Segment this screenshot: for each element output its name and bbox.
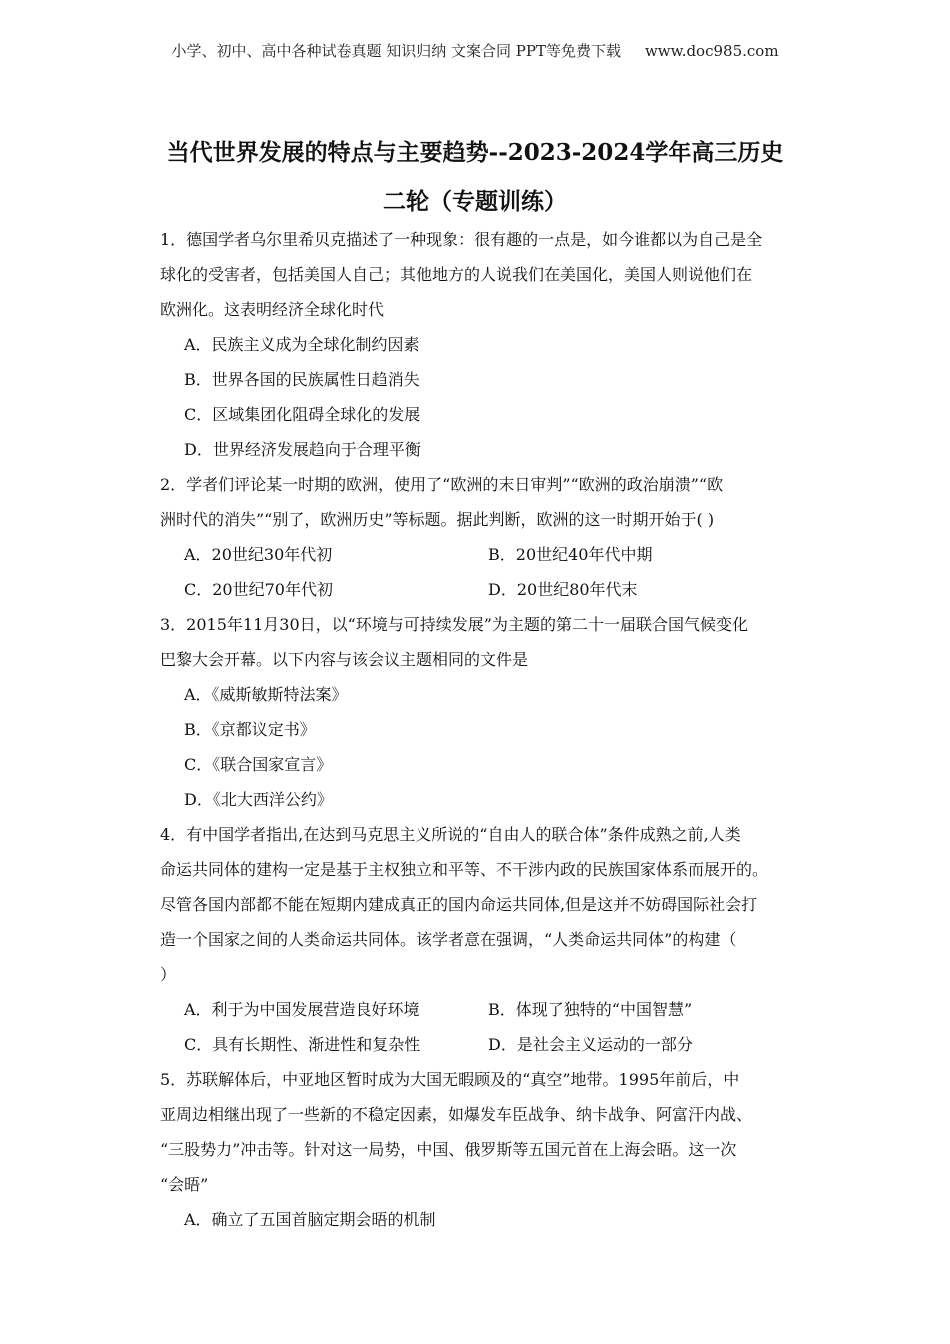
question-3-line: 巴黎大会开幕。以下内容与该会议主题相同的文件是	[160, 650, 529, 669]
question-2-option-d: D．20世纪80年代末	[488, 580, 638, 599]
question-4-line: 造一个国家之间的人类命运共同体。该学者意在强调，“人类命运共同体”的构建（	[160, 930, 737, 949]
question-4-options-row	[160, 992, 792, 1027]
question-2-option-c: C．20世纪70年代初	[184, 580, 333, 599]
question-1-line: 1．德国学者乌尔里希贝克描述了一种现象：很有趣的一点是，如今谁都以为自己是全	[160, 230, 763, 249]
question-4-option-a: A．利于为中国发展营造良好环境	[184, 1000, 420, 1019]
question-2-line: 2．学者们评论某一时期的欧洲，使用了“欧洲的末日审判”“欧洲的政治崩溃”“欧	[160, 475, 724, 494]
question-2	[160, 467, 792, 607]
document-title-line-1: 当代世界发展的特点与主要趋势--2023-2024学年高三历史	[166, 139, 784, 166]
question-5-line: 5．苏联解体后，中亚地区暂时成为大国无暇顾及的“真空”地带。1995年前后，中	[160, 1070, 740, 1089]
question-3	[160, 607, 792, 817]
question-4-line: 4．有中国学者指出,在达到马克思主义所说的“自由人的联合体”条件成熟之前,人类	[160, 825, 741, 844]
question-3-option-c: C．《联合国家宣言》	[184, 755, 333, 774]
question-5-line: “会晤”	[160, 1175, 209, 1194]
question-4-line: ）	[160, 965, 177, 984]
question-2-line: 洲时代的消失”“别了，欧洲历史”等标题。据此判断，欧洲的这一时期开始于( )	[160, 510, 715, 529]
question-list	[160, 222, 792, 1237]
question-2-option-b: B．20世纪40年代中期	[488, 545, 653, 564]
header-tagline: 小学、初中、高中各种试卷真题 知识归纳 文案合同 PPT等免费下载	[171, 42, 621, 60]
question-2-option-a: A．20世纪30年代初	[184, 545, 333, 564]
question-4-options-row	[160, 1027, 792, 1062]
question-5-line: “三股势力”冲击等。针对这一局势，中国、俄罗斯等五国元首在上海会晤。这一次	[160, 1140, 737, 1159]
question-1-line: 欧洲化。这表明经济全球化时代	[160, 300, 385, 319]
question-3-option-b: B．《京都议定书》	[184, 720, 316, 739]
question-4-line: 命运共同体的建构一定是基于主权独立和平等、不干涉内政的民族国家体系而展开的。	[160, 860, 769, 879]
question-1	[160, 222, 792, 467]
question-5-line: 亚周边相继出现了一些新的不稳定因素，如爆发车臣战争、纳卡战争、阿富汗内战、	[160, 1105, 753, 1124]
question-2-options-row	[160, 537, 792, 572]
question-1-option-a: A．民族主义成为全球化制约因素	[184, 335, 420, 354]
question-3-option-a: A．《威斯敏斯特法案》	[184, 685, 348, 704]
question-3-option-d: D．《北大西洋公约》	[184, 790, 333, 809]
header-site-link[interactable]: www.doc985.com	[644, 42, 779, 60]
question-1-option-d: D．世界经济发展趋向于合理平衡	[184, 440, 421, 459]
question-4-line: 尽管各国内部都不能在短期内建成真正的国内命运共同体,但是这并不妨碍国际社会打	[160, 895, 758, 914]
question-4	[160, 817, 792, 1062]
question-4-option-d: D．是社会主义运动的一部分	[488, 1035, 693, 1054]
question-1-line: 球化的受害者，包括美国人自己；其他地方的人说我们在美国化，美国人则说他们在	[160, 265, 753, 284]
question-3-line: 3．2015年11月30日，以“环境与可持续发展”为主题的第二十一届联合国气候变化	[160, 615, 748, 634]
question-5-option-a: A．确立了五国首脑定期会晤的机制	[184, 1210, 436, 1229]
question-1-option-b: B．世界各国的民族属性日趋消失	[184, 370, 420, 389]
page-header	[0, 40, 950, 61]
question-5	[160, 1062, 792, 1237]
question-1-option-c: C．区域集团化阻碍全球化的发展	[184, 405, 421, 424]
question-4-option-c: C．具有长期性、渐进性和复杂性	[184, 1035, 421, 1054]
question-4-option-b: B．体现了独特的“中国智慧”	[488, 1000, 693, 1019]
question-2-options-row	[160, 572, 792, 607]
document-title-line-2: 二轮（专题训练）	[383, 188, 567, 215]
